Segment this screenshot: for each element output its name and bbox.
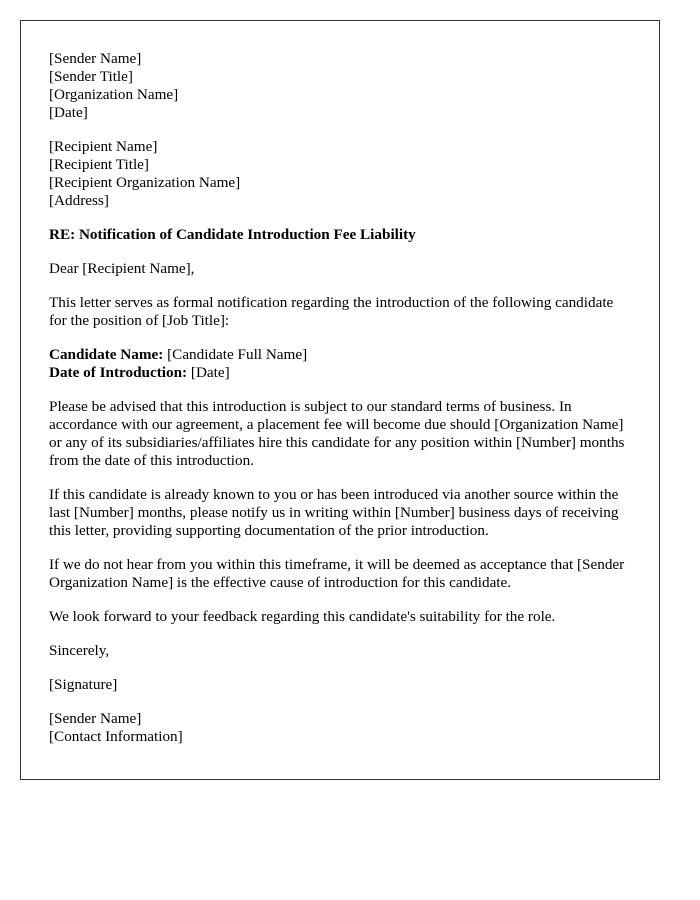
sender-title: [Sender Title] [49,68,133,85]
terms-paragraph: Please be advised that this introduction is subject to our standard terms of business. In accordance with our agreement, a placement fee will become due should [Organization Name] or any of its subsidiaries/affiliates hire this candidate for any position within [Number] months from the date of this introduction. [49,398,625,469]
footer-contact-information: [Contact Information] [49,728,183,745]
subject-line: RE: Notification of Candidate Introduction Fee Liability [49,226,416,243]
footer-sender-name: [Sender Name] [49,710,142,727]
introduction-date-row [49,364,631,382]
feedback-paragraph: We look forward to your feedback regarding this candidate's suitability for the role. [49,608,556,625]
candidate-name-row [49,346,631,364]
salutation: Dear [Recipient Name], [49,260,195,277]
sender-organization: [Organization Name] [49,86,179,103]
sender-name: [Sender Name] [49,50,142,67]
recipient-name: [Recipient Name] [49,138,158,155]
prior-introduction-paragraph: If this candidate is already known to you or has been introduced via another source within the last [Number] months, please notify us in writing within [Number] business days of receiving this letter, providing supporting documentation of the prior introduction. [49,486,619,539]
sender-block [49,50,631,122]
introduction-date-label: Date of Introduction: [49,364,188,381]
candidate-name-value: [Candidate Full Name] [163,346,308,363]
candidate-details [49,346,631,382]
introduction-date-value: [Date] [187,364,230,381]
recipient-title: [Recipient Title] [49,156,149,173]
letter-date: [Date] [49,104,88,121]
signature-placeholder: [Signature] [49,676,118,693]
recipient-address: [Address] [49,192,109,209]
intro-paragraph: This letter serves as formal notification regarding the introduction of the following candidate for the position of [Job Title]: [49,294,614,329]
letter-page [20,20,660,780]
candidate-name-label: Candidate Name: [49,346,164,363]
acceptance-paragraph: If we do not hear from you within this timeframe, it will be deemed as acceptance that [Sender Organization Name] is the effective cause of introduction for this candidate. [49,556,625,591]
recipient-organization: [Recipient Organization Name] [49,174,241,191]
closing: Sincerely, [49,642,110,659]
recipient-block [49,138,631,210]
footer-block [49,710,631,746]
